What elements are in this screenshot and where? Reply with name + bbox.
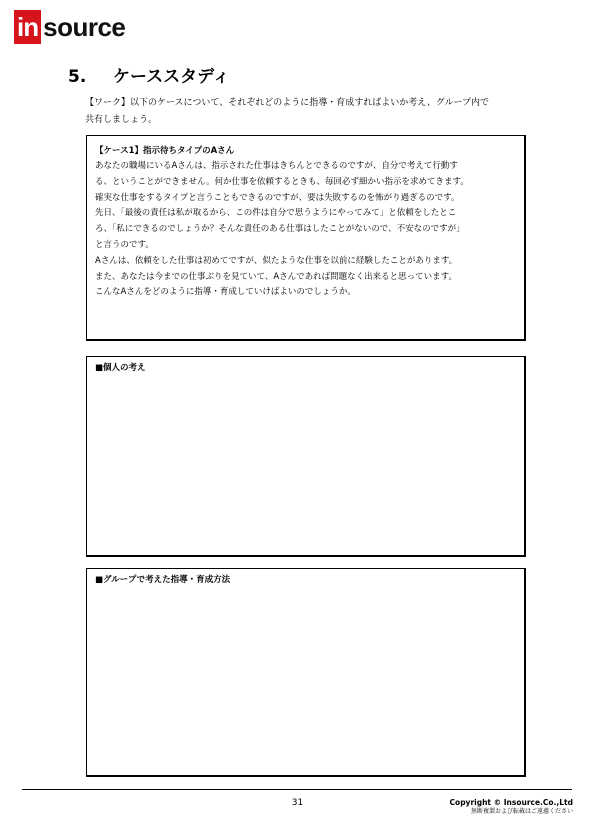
logo-source-text: source bbox=[43, 12, 126, 42]
section-title bbox=[68, 62, 230, 87]
personal-thoughts-heading: ■個人の考え bbox=[95, 363, 146, 373]
case-line: また、あなたは今までの仕事ぶりを見ていて、Aさんであれば問題なく出来ると思っています。 bbox=[95, 271, 457, 282]
case-title: 【ケース1】指示待ちタイプのAさん bbox=[95, 146, 235, 156]
case-line: Aさんは、依頼をした仕事は初めてですが、似たような仕事を以前に経験したことがあります。 bbox=[95, 255, 458, 266]
section-title-text: ケーススタディ bbox=[113, 67, 230, 87]
section-number: 5. bbox=[68, 67, 87, 87]
case-line: ろ、「私にできるのでしょうか？そんな責任のある仕事はしたことがないので、不安なのですが」 bbox=[95, 224, 465, 235]
insource-logo bbox=[14, 10, 125, 44]
work-instructions-line-2: 共有しましょう。 bbox=[85, 115, 158, 125]
case-line: る、ということができません。何か仕事を依頼するときも、毎回必ず細かい指示を求めてきます。 bbox=[95, 176, 469, 187]
footer-divider bbox=[22, 789, 572, 790]
case-line: こんなAさんをどのように指導・育成していけばよいのでしょうか。 bbox=[95, 287, 356, 298]
work-instructions-line-1: 【ワーク】以下のケースについて、それぞれどのように指導・育成すればよいか考え、グループ内で bbox=[85, 98, 490, 108]
work-instructions bbox=[85, 95, 535, 129]
case-line: あなたの職場にいるAさんは、指示された仕事はきちんとできるのですが、自分で考えて行動す bbox=[95, 161, 458, 171]
group-method-heading: ■グループで考えた指導・育成方法 bbox=[95, 575, 231, 585]
case-line: と言うのです。 bbox=[95, 239, 154, 250]
copyright-text: Copyright © Insource.Co.,Ltd bbox=[449, 798, 573, 807]
logo-in-mark: in bbox=[14, 10, 41, 44]
case-line: 先日、「最後の責任は私が取るから、この件は自分で思うようにやってみて」と依頼をしたとこ bbox=[95, 208, 457, 219]
case-line: 確実な仕事をするタイプと言うこともできるのですが、要は失敗するのを怖がり過ぎるのです。 bbox=[95, 192, 460, 203]
personal-thoughts-box[interactable] bbox=[86, 356, 526, 557]
reproduction-notice: 無断複製および転載はご遠慮ください bbox=[470, 808, 573, 815]
page-number: 31 bbox=[291, 798, 304, 808]
copyright-block bbox=[450, 798, 573, 816]
group-method-box[interactable] bbox=[86, 568, 526, 777]
case-study-box bbox=[86, 135, 526, 341]
